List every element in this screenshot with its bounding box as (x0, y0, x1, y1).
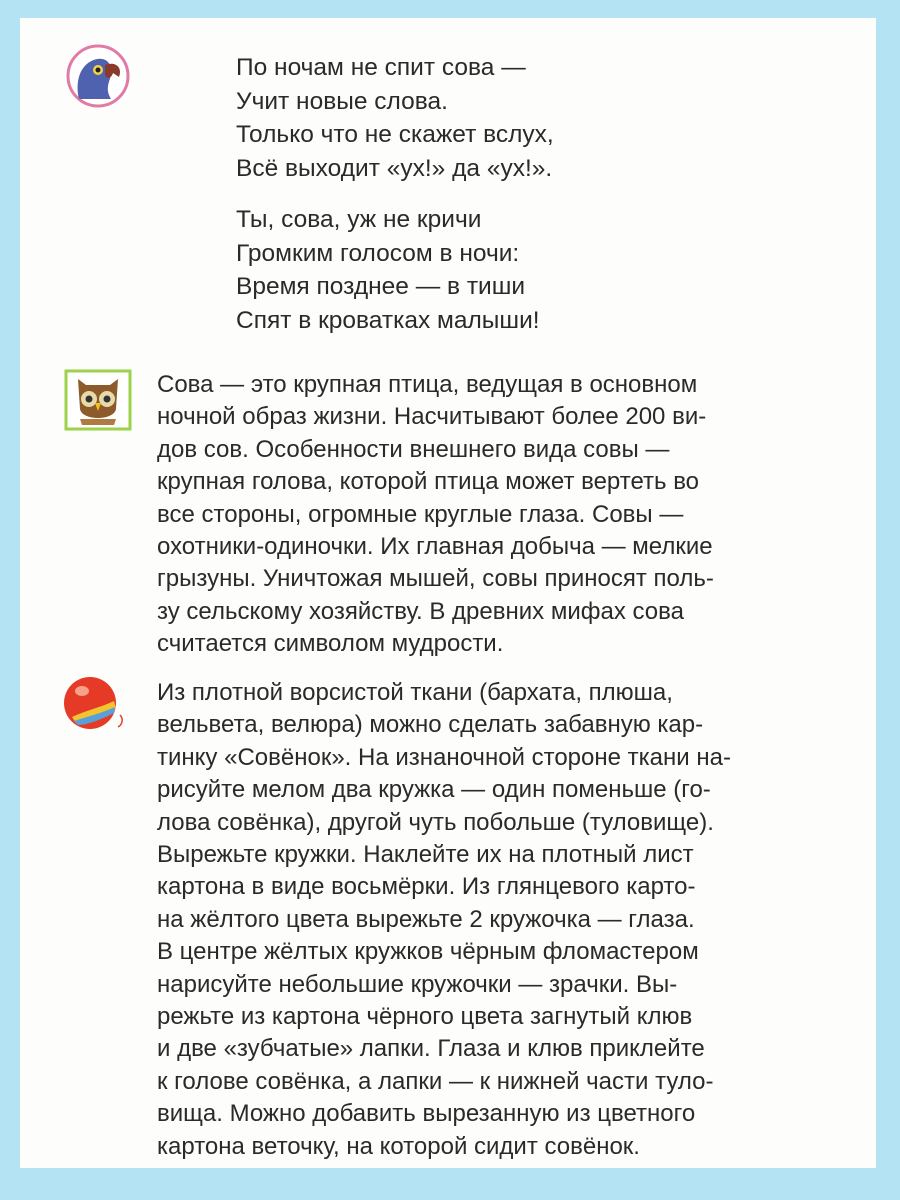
text-line: и две «зубчатые» лапки. Глаза и клюв приклейте (157, 1035, 705, 1063)
text-line: Вырежьте кружки. Наклейте их на плотный лист (157, 841, 694, 869)
text-line: Сова — это крупная птица, ведущая в основном (157, 371, 698, 398)
text-line: зу сельскому хозяйству. В древних мифах сова (157, 597, 684, 625)
text-line: считается символом мудрости. (157, 630, 504, 658)
text-line: охотники-одиночки. Их главная добыча — мелкие (157, 533, 713, 561)
text-line: на жёлтого цвета вырежьте 2 кружочка — глаза. (157, 905, 695, 933)
poem-stanza-2 (236, 203, 540, 337)
parrot-icon (65, 43, 131, 109)
poem-line: Время позднее — в тиши (236, 273, 526, 300)
text-line: крупная голова, которой птица может вертеть во (157, 468, 700, 496)
book-page (20, 18, 876, 1168)
craft-instructions-paragraph (157, 677, 857, 1163)
owl-icon (64, 369, 132, 431)
text-line: нарисуйте небольшие кружочки — зрачки. Вы- (157, 970, 678, 998)
poem-line: Учит новые слова. (236, 87, 448, 115)
text-line: ночной образ жизни. Насчитывают более 200 ви- (157, 403, 707, 431)
poem-line: Всё выходит «ух!» да «ух!». (236, 154, 553, 182)
text-line: режьте из картона чёрного цвета загнутый клюв (157, 1003, 693, 1031)
owl-facts-paragraph (157, 369, 857, 661)
poem-stanza-1 (236, 51, 554, 185)
poem-line: Громким голосом в ночи: (236, 239, 520, 267)
text-line: тинку «Совёнок». На изнаночной стороне ткани на- (157, 743, 731, 771)
text-line: лова совёнка), другой чуть побольше (туловище). (157, 808, 714, 836)
text-line: грызуны. Уничтожая мышей, совы приносят поль- (157, 565, 714, 593)
poem-line: Ты, сова, уж не кричи (236, 206, 482, 233)
text-line: к голове совёнка, а лапки — к нижней части туло- (157, 1067, 714, 1095)
text-line: все стороны, огромные круглые глаза. Совы — (157, 500, 684, 528)
text-line: рисуйте мелом два кружка — один поменьше (го- (157, 776, 711, 804)
poem-line: Спят в кроватках малыши! (236, 306, 540, 334)
poem-line: По ночам не спит сова — (236, 54, 526, 81)
ball-icon (62, 673, 126, 733)
text-line: вища. Можно добавить вырезанную из цветного (157, 1100, 696, 1128)
text-line: дов сов. Особенности внешнего вида совы — (157, 435, 670, 463)
text-line: картона веточку, на которой сидит совёнок. (157, 1132, 640, 1160)
text-line: В центре жёлтых кружков чёрным фломастером (157, 938, 699, 966)
text-line: Из плотной ворсистой ткани (бархата, плюша, (157, 679, 673, 706)
text-line: картона в виде восьмёрки. Из глянцевого карто- (157, 873, 696, 901)
poem-line: Только что не скажет вслух, (236, 121, 554, 148)
text-line: вельвета, велюра) можно сделать забавную кар- (157, 711, 704, 739)
